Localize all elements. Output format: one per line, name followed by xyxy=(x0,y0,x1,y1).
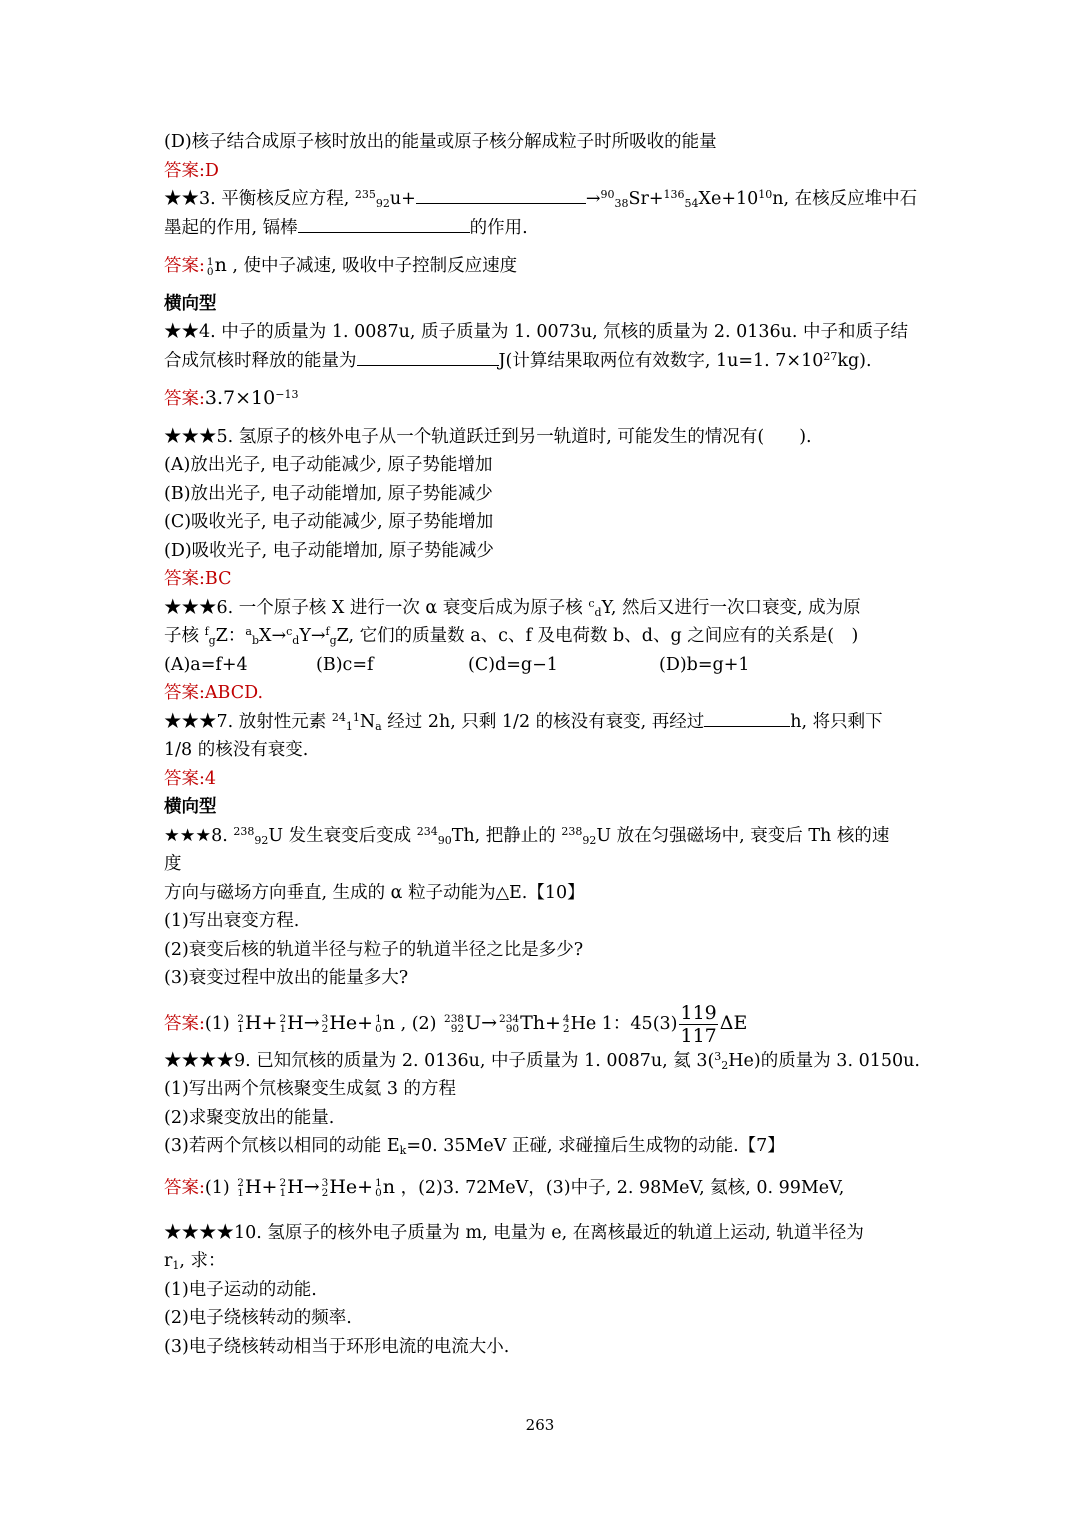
answer-6: 答案:ABCD. xyxy=(164,683,264,703)
question-10-part-1: (1)电子运动的动能. xyxy=(164,1279,317,1300)
question-8-part-1: (1)写出衰变方程. xyxy=(164,911,300,931)
answer-blank[interactable] xyxy=(357,347,499,366)
option-d: (D)b=g+1 xyxy=(659,654,750,675)
question-10-part-3: (3)电子绕核转动相当于环形电流的电流大小. xyxy=(164,1336,510,1357)
question-5-option-a: (A)放出光子, 电子动能减少, 原子势能增加 xyxy=(164,455,493,475)
answer-7: 答案:4 xyxy=(164,768,217,789)
question-4: ★★4. 中子的质量为 1. 0087u, 质子质量为 1. 0073u, 氘核的质量为 2. 0136u. 中子和质子结 xyxy=(164,322,909,342)
question-7-line-2: 1/8 的核没有衰变. xyxy=(164,740,309,760)
section-heading: 横向型 xyxy=(164,293,217,314)
answer-2: 答案:D xyxy=(164,160,219,181)
answer-9: 答案:(1) 2 1 H+ 2 1 H→ 3 2 He+ 1 0 n ，(2)3. 72MeV，(3)中子, 2. 98MeV, 氦核, 0. 99MeV, xyxy=(164,1175,845,1199)
question-5-option-d: (D)吸收光子, 电子动能增加, 原子势能减少 xyxy=(164,540,494,561)
fraction: $\frac{119}{117}$ xyxy=(680,1001,717,1047)
question-5-option-c: (C)吸收光子, 电子动能减少, 原子势能增加 xyxy=(164,512,494,532)
question-5: ★★★5. 氢原子的核外电子从一个轨道跃迁到另一轨道时, 可能发生的情况有( ). xyxy=(164,426,812,447)
question-6-line-2: 子核 $^f_g$Z：$^a_b$X→$^c_d$Y→$^f_g$Z, 它们的质量数 a、c、f 及电荷数 b、d、g 之间应有的关系是( ) xyxy=(164,625,859,647)
page-content xyxy=(164,128,920,1361)
answer-8: 答案:(1) 2 1 H+ 2 1 H→ 3 2 He+ 1 0 n , (2) 238 92 U→ 234 90 Th+ 4 2 He 1：45(3) $\frac{119}{117}$ ΔE xyxy=(164,1001,748,1047)
question-9: ★★★★9. 已知氘核的质量为 2. 0136u, 中子质量为 1. 0087u, 氦 3($^3_2$He)的质量为 3. 0150u. xyxy=(164,1049,920,1072)
question-6-options xyxy=(164,651,920,680)
question-7: ★★★7. 放射性元素 $^{24}_1^1N_a$ 经过 2h, 只剩 1/2 的核没有衰变, 再经过 h, 将只剩下 xyxy=(164,708,920,737)
question-8-part-2: (2)衰变后核的轨道半径与粒子的轨道半径之比是多少? xyxy=(164,939,584,960)
section-heading: 横向型 xyxy=(164,797,217,817)
question-6: ★★★6. 一个原子核 X 进行一次 α 衰变后成为原子核 $^c_d$Y, 然后又进行一次口衰变, 成为原 xyxy=(164,596,861,619)
question-9-part-3: (3)若两个氘核以相同的动能 $E_k=0$. 35MeV 正碰, 求碰撞后生成物的动能.【7】 xyxy=(164,1136,785,1157)
option-d-line: (D)核子结合成原子核时放出的能量或原子核分解成粒子时所吸收的能量 xyxy=(164,132,717,152)
question-8-line-2: 度 xyxy=(164,854,182,874)
question-8: ★★★8. $^{238}_{92}$U 发生衰变后变成 $^{234}_{90}$Th, 把静止的 $^{238}_{92}$U 放在匀强磁场中, 衰变后 Th 核的速 xyxy=(164,824,890,847)
page-number: 263 xyxy=(525,1416,555,1434)
answer-blank[interactable] xyxy=(416,186,586,205)
answer-blank[interactable] xyxy=(298,214,470,233)
question-5-option-b: (B)放出光子, 电子动能增加, 原子势能减少 xyxy=(164,483,493,504)
question-8-part-3: (3)衰变过程中放出的能量多大? xyxy=(164,968,409,988)
question-9-part-2: (2)求聚变放出的能量. xyxy=(164,1107,335,1128)
question-9-part-1: (1)写出两个氘核聚变生成氦 3 的方程 xyxy=(164,1079,457,1099)
option-c: (C)d=g−1 xyxy=(468,654,558,675)
answer-5: 答案:BC xyxy=(164,569,232,589)
question-10-part-2: (2)电子绕核转动的频率. xyxy=(164,1308,352,1328)
option-b: (B)c=f xyxy=(316,654,374,675)
question-10-line-2: $r_1$, 求： xyxy=(164,1251,226,1272)
question-10: ★★★★10. 氢原子的核外电子质量为 m, 电量为 e, 在离核最近的轨道上运动, 轨道半径为 xyxy=(164,1222,864,1243)
question-8-line-3: 方向与磁场方向垂直, 生成的 α 粒子动能为△E.【10】 xyxy=(164,882,585,903)
question-4-line-2: 合成氘核时释放的能量为 J(计算结果取两位有效数字, 1u=1. $7\times 10^{27}kg$). xyxy=(164,347,920,376)
answer-4: 答案$:3.7\times 10^{-13}$ xyxy=(164,387,299,409)
answer-3: 答案: 1 0 n , 使中子减速, 吸收中子控制反应速度 xyxy=(164,254,518,278)
question-3: ★★3. 平衡核反应方程, $^{235}_{92}u+ \to^{90}_{38}Sr+^{136}_{54}Xe+10^{10}n$, 在核反应堆中石 xyxy=(164,185,920,214)
question-3-line-2: 墨起的作用, 镉棒 的作用. xyxy=(164,214,920,243)
option-a: (A)a=f+4 xyxy=(164,654,248,675)
answer-blank[interactable] xyxy=(704,708,790,727)
